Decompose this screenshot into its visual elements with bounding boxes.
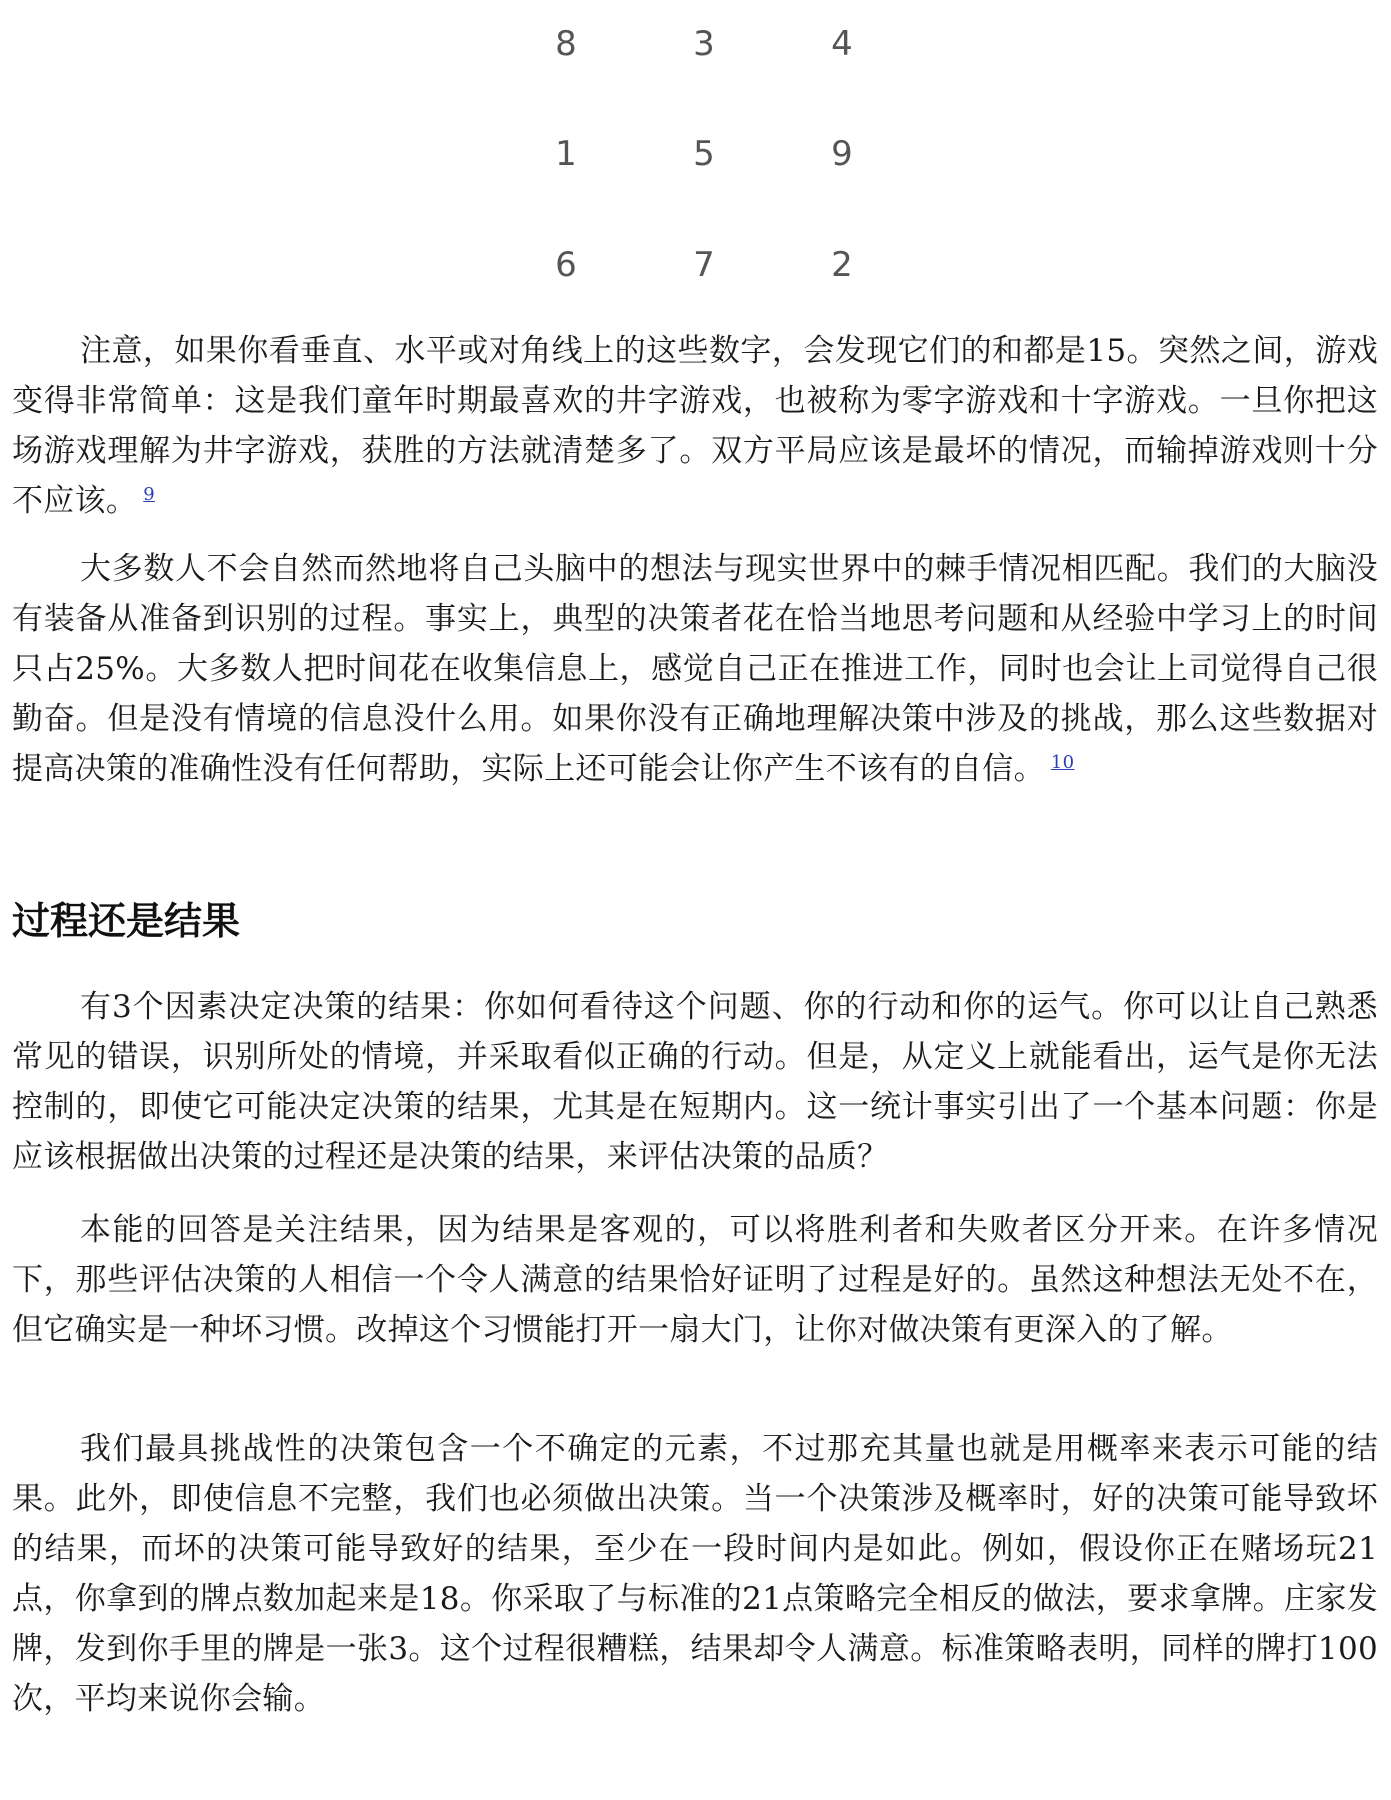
magic-square-cell: 1 [555,134,577,174]
footnote-link-10[interactable]: 10 [1050,751,1075,773]
section-heading: 过程还是结果 [12,899,241,943]
magic-square-cell: 6 [555,245,577,285]
paragraph-text: 大多数人不会自然而然地将自己头脑中的想法与现实世界中的棘手情况相匹配。我们的大脑没有装备从准备到识别的过程。事实上，典型的决策者花在恰当地思考问题和从经验中学习上的时间只占25%。大多数人把时间花在收集信息上，感觉自己正在推进工作，同时也会让上司觉得自己很勤奋。但是没有情境的信息没什么用。如果你没有正确地理解决策中涉及的挑战，那么这些数据对提高决策的准确性没有任何帮助，实际上还可能会让你产生不该有的自信。 [12,551,1378,787]
magic-square-cell: 3 [693,24,715,64]
paragraph-instinctive-answer: 本能的回答是关注结果，因为结果是客观的，可以将胜利者和失败者区分开来。在许多情况下，那些评估决策的人相信一个令人满意的结果恰好证明了过程是好的。虽然这种想法无处不在，但它确实是一种坏习惯。改掉这个习惯能打开一扇大门，让你对做决策有更深入的了解。 [12,1212,1378,1348]
paragraph-probability-blackjack: 我们最具挑战性的决策包含一个不确定的元素，不过那充其量也就是用概率来表示可能的结果。此外，即使信息不完整，我们也必须做出决策。当一个决策涉及概率时，好的决策可能导致坏的结果，而坏的决策可能导致好的结果，至少在一段时间内是如此。例如，假设你正在赌场玩21点，你拿到的牌点数加起来是18。你采取了与标准的21点策略完全相反的做法，要求拿牌。庄家发牌，发到你手里的牌是一张3。这个过程很糟糕，结果却令人满意。标准策略表明，同样的牌打100次，平均来说你会输。 [12,1431,1378,1717]
magic-square-cell: 2 [831,245,853,285]
magic-square-cell: 4 [831,24,853,64]
magic-square-cell: 8 [555,24,577,64]
paragraph-information-context [12,544,1378,794]
paragraph-three-factors: 有3个因素决定决策的结果：你如何看待这个问题、你的行动和你的运气。你可以让自己熟悉常见的错误，识别所处的情境，并采取看似正确的行动。但是，从定义上就能看出，运气是你无法控制的，即使它可能决定决策的结果，尤其是在短期内。这一统计事实引出了一个基本问题：你是应该根据做出决策的过程还是决策的结果，来评估决策的品质？ [12,989,1378,1175]
paragraph-tic-tac-toe [12,326,1378,526]
magic-square-cell: 5 [693,134,715,174]
magic-square-row [12,24,1378,64]
magic-square-grid [12,0,1378,320]
magic-square-row [12,245,1378,285]
footnote-link-9[interactable]: 9 [143,483,155,505]
magic-square-cell: 9 [831,134,853,174]
magic-square-row [12,134,1378,174]
paragraph-text: 注意，如果你看垂直、水平或对角线上的这些数字，会发现它们的和都是15。突然之间，游戏变得非常简单：这是我们童年时期最喜欢的井字游戏，也被称为零字游戏和十字游戏。一旦你把这场游戏理解为井字游戏，获胜的方法就清楚多了。双方平局应该是最坏的情况，而输掉游戏则十分不应该。 [12,333,1378,519]
magic-square-cell: 7 [693,245,715,285]
document-page [12,0,1378,1717]
